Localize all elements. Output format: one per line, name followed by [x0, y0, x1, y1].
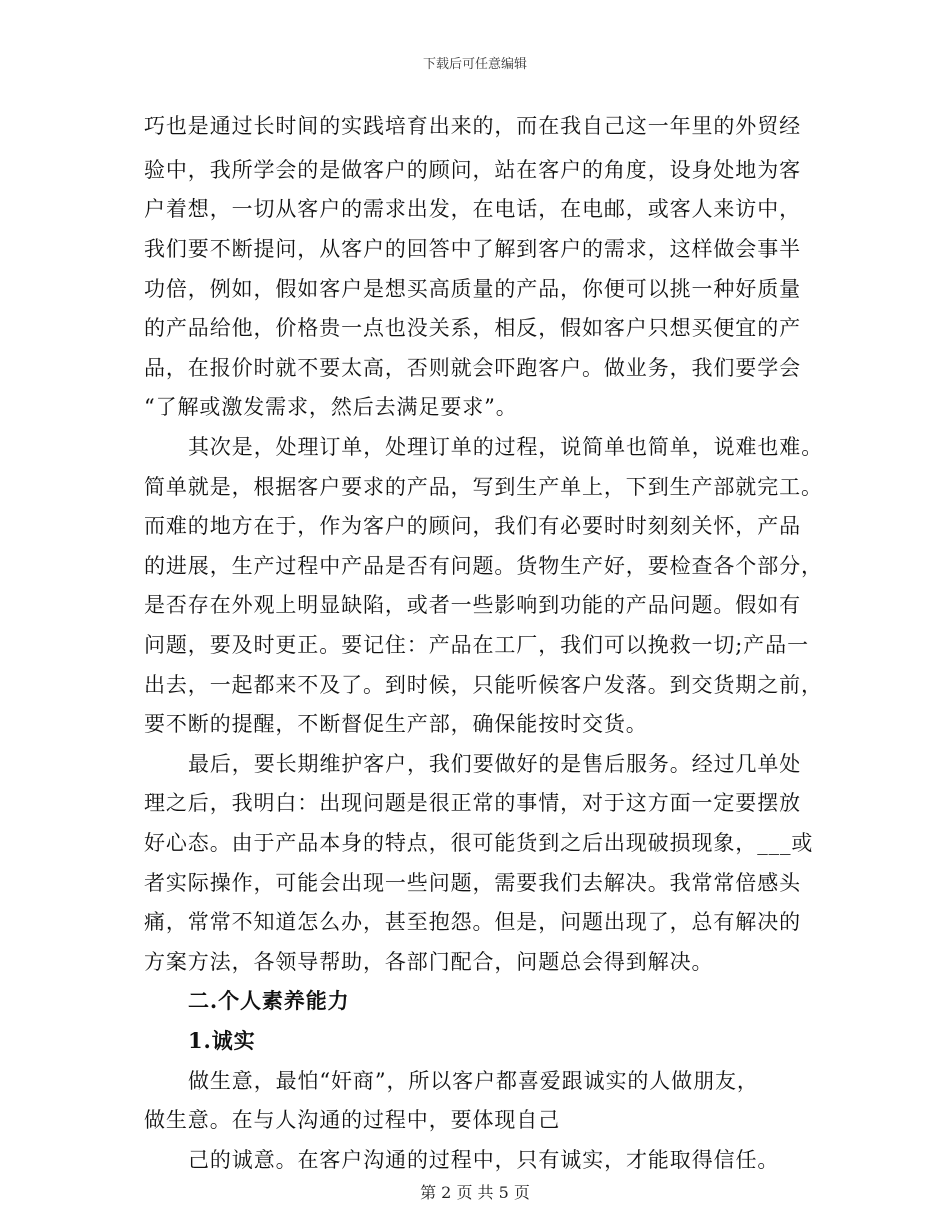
text-line: 简单就是，根据客户要求的产品，写到生产单上，下到生产部就完工。 — [144, 475, 823, 499]
text-line: 要不断的提醒，不断督促生产部，确保能按时交货。 — [144, 712, 648, 736]
text-line: 其次是，处理订单，处理订单的过程，说简单也简单，说难也难。 — [188, 435, 824, 459]
section-heading: 二.个人素养能力 — [188, 988, 350, 1013]
text-line: 好心态。由于产品本身的特点，很可能货到之后出现破损现象，___或 — [144, 831, 814, 855]
text-line: 方案方法，各领导帮助，各部门配合，问题总会得到解决。 — [144, 950, 714, 974]
text-line: 户着想，一切从客户的需求出发，在电话，在电邮，或客人来访中， — [144, 197, 801, 221]
text-line: 做生意，最怕“奸商”，所以客户都喜爱跟诚实的人做朋友， — [188, 1069, 759, 1093]
text-line: 问题，要及时更正。要记住：产品在工厂，我们可以挽救一切;产品一 — [144, 633, 809, 657]
text-line: 的进展，生产过程中产品是否有问题。货物生产好，要检查各个部分， — [144, 554, 823, 578]
text-line: 做生意。在与人沟通的过程中，要体现自己 — [144, 1108, 561, 1132]
text-line: 功倍，例如，假如客户是想买高质量的产品，你便可以挑一种好质量 — [144, 277, 801, 301]
text-line: 痛，常常不知道怎么办，甚至抱怨。但是，问题出现了，总有解决的 — [144, 910, 801, 934]
text-line: 而难的地方在于，作为客户的顾问，我们有必要时时刻刻关怀，产品 — [144, 514, 801, 538]
text-line: 出去，一起都来不及了。到时候，只能听候客户发落。到交货期之前， — [144, 673, 823, 697]
text-line: 验中，我所学会的是做客户的顾问，站在客户的角度，设身处地为客 — [144, 158, 801, 182]
text-line: 己的诚意。在客户沟通的过程中，只有诚实，才能取得信任。 — [188, 1148, 780, 1172]
text-line: 者实际操作，可能会出现一些问题，需要我们去解决。我常常倍感头 — [144, 871, 801, 895]
text-line: 的产品给他，价格贵一点也没关系，相反，假如客户只想买便宜的产 — [144, 316, 801, 340]
text-line: 我们要不断提问，从客户的回答中了解到客户的需求，这样做会事半 — [144, 237, 801, 261]
text-line: 理之后，我明白：出现问题是很正常的事情，对于这方面一定要摆放 — [144, 791, 801, 815]
text-line: “了解或激发需求，然后去满足要求”。 — [144, 395, 518, 419]
page-footer: 第 2 页 共 5 页 — [420, 1183, 530, 1202]
subsection-heading: 1.诚实 — [188, 1028, 256, 1053]
text-line: 最后，要长期维护客户，我们要做好的是售后服务。经过几单处 — [188, 752, 802, 776]
page-header: 下载后可任意编辑 — [422, 57, 527, 72]
text-line: 是否存在外观上明显缺陷，或者一些影响到功能的产品问题。假如有 — [144, 593, 801, 617]
text-line: 品，在报价时就不要太高，否则就会吓跑客户。做业务，我们要学会 — [144, 356, 801, 380]
text-line: 巧也是通过长时间的实践培育出来的，而在我自己这一年里的外贸经 — [144, 114, 801, 138]
